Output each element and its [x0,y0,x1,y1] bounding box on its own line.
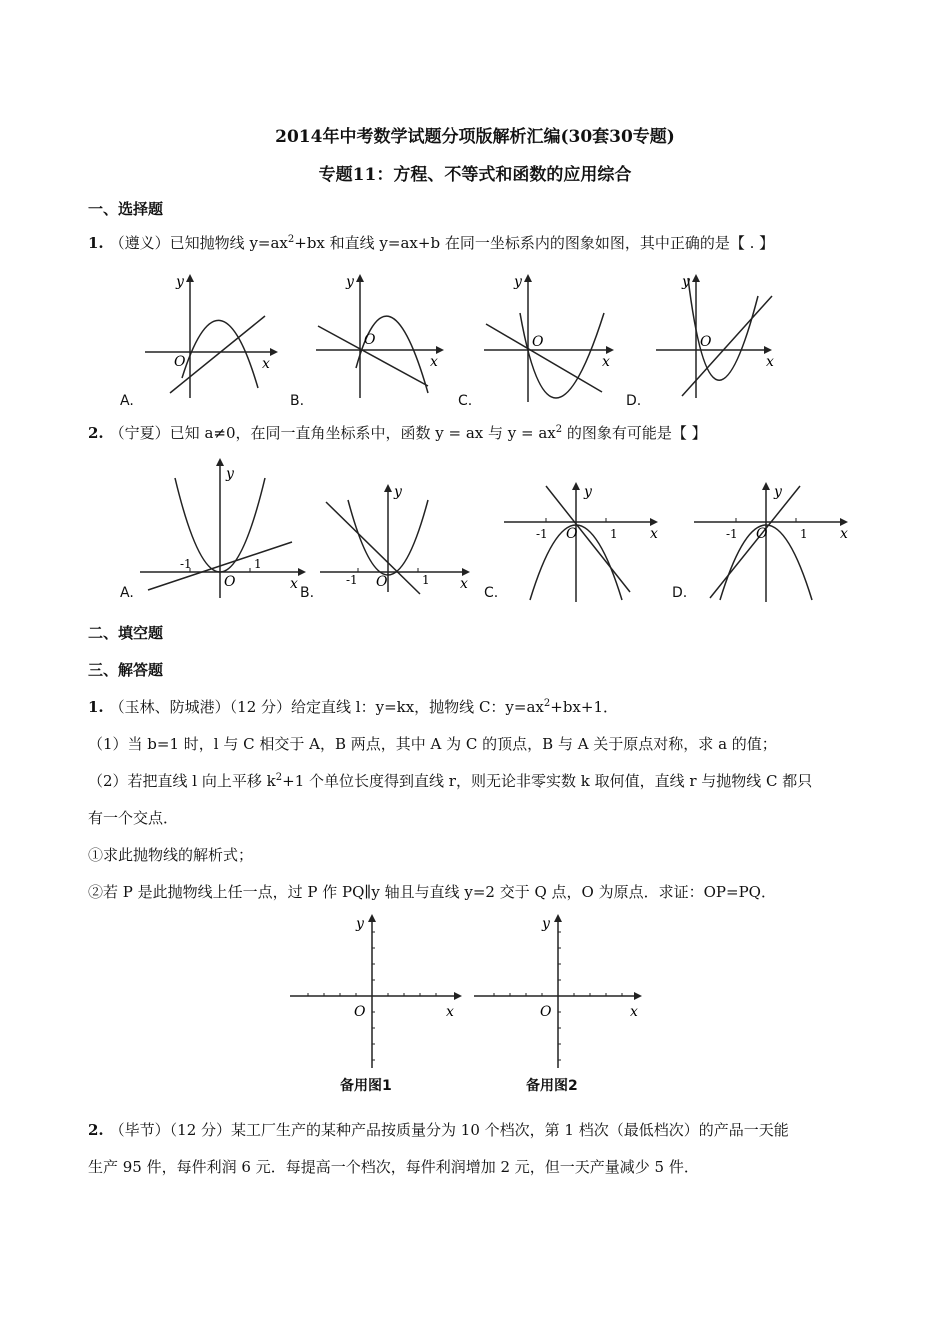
p1-part2-after: +1 个单位长度得到直线 r，则无论非零实数 k 取何值，直线 r 与抛物线 C 都只 [282,772,813,790]
q1-option-d: D. [626,393,642,409]
q2-option-d: D. [672,585,688,601]
q2d-pos1-label: 1 [800,527,808,541]
p2-line1 [88,1119,868,1141]
q2a-origin-label: O [224,574,236,590]
p1-part1: （1）当 b=1 时，l 与 C 相交于 A，B 两点，其中 A 为 C 的顶点，B 与 A 关于原点对称，求 a 的值； [88,735,777,753]
q2-option-a: A. [120,585,134,601]
q2c-neg1-label: -1 [536,527,548,541]
q2c-x-label: x [650,526,658,542]
q1a-origin-label: O [174,354,186,370]
q1b-x-label: x [430,354,438,370]
p1-sub1: ①求此抛物线的解析式； [88,846,254,864]
p1f1-x-label: x [446,1004,454,1020]
section-fill: 二、填空题 [88,624,164,642]
q1-text-before: （遵义）已知抛物线 y=ax [109,234,288,252]
p1-intro-sup: 2 [543,698,551,709]
q2-figure-b [310,480,480,595]
p1-part2 [88,770,868,792]
q2-figure-a [120,456,310,601]
p1-backup-caption-1: 备用图1 [340,1078,392,1094]
q1c-origin-label: O [532,334,544,350]
q2b-x-label: x [460,576,468,592]
q1-figure-c [470,268,650,408]
q1-figure-b [288,268,468,408]
q2b-neg1-label: -1 [346,573,358,587]
p1-backup-figure-1 [288,910,468,1070]
document-title: 2014年中考数学试题分项版解析汇编(30套30专题) [275,127,675,147]
section-answer: 三、解答题 [88,661,164,679]
p1-backup-caption-2: 备用图2 [526,1078,578,1094]
q1-sup: 2 [287,234,295,245]
section-choice: 一、选择题 [88,200,164,218]
p1-part2-sup: 2 [275,772,283,783]
q2d-origin-label: O [756,526,768,542]
q1-option-b: B. [290,393,305,409]
q2a-neg1-label: -1 [180,557,192,571]
q1-option-a: A. [120,393,134,409]
q2-figure-d [690,480,860,605]
p1-number: 1. [88,698,104,716]
p1-intro [88,696,868,718]
p1-sub2: ②若 P 是此抛物线上任一点，过 P 作 PQ∥y 轴且与直线 y=2 交于 Q 点，O 为原点．求证：OP=PQ． [88,883,776,901]
q2-option-b: B. [300,585,315,601]
p2-line1-text: （毕节）（12 分）某工厂生产的某种产品按质量分为 10 个档次，第 1 档次（最低档次）的产品一天能 [109,1121,789,1139]
q2b-pos1-label: 1 [422,573,430,587]
q1a-y-label: y [176,274,184,290]
q2b-origin-label: O [376,574,388,590]
q2c-pos1-label: 1 [610,527,618,541]
q2c-origin-label: O [566,526,578,542]
p1-part2-before: （2）若把直线 l 向上平移 k [88,772,276,790]
q1-text [88,232,868,254]
p1f1-origin-label: O [354,1004,366,1020]
q1b-y-label: y [346,274,354,290]
p1f2-x-label: x [630,1004,638,1020]
q1c-x-label: x [602,354,610,370]
q2-text-before: （宁夏）已知 a≠0，在同一直角坐标系中，函数 y = ax 与 y = ax [109,424,556,442]
q1d-origin-label: O [700,334,712,350]
q2c-y-label: y [584,484,592,500]
q1b-origin-label: O [364,332,376,348]
q1-number: 1. [88,234,104,252]
q1c-y-label: y [514,274,522,290]
q2d-x-label: x [840,526,848,542]
q1-option-c: C. [458,393,473,409]
q2a-x-label: x [290,576,298,592]
q1-figure-d [650,268,830,408]
q2-text [88,422,868,444]
p2-number: 2. [88,1121,104,1139]
q1-figure-a [100,268,280,408]
p1f2-origin-label: O [540,1004,552,1020]
q2-option-c: C. [484,585,499,601]
q1d-x-label: x [766,354,774,370]
q1d-y-label: y [682,274,690,290]
q2-figure-c [500,480,670,605]
q2a-pos1-label: 1 [254,557,262,571]
q1a-x-label: x [262,356,270,372]
p1f1-y-label: y [356,916,364,932]
q2-sup: 2 [555,424,563,435]
q1-text-after: +bx 和直线 y=ax+b 在同一坐标系内的图象如图，其中正确的是【 . 】 [294,234,775,252]
p1-part2-cont: 有一个交点． [88,809,179,827]
p1f2-y-label: y [542,916,550,932]
document-subtitle: 专题11：方程、不等式和函数的应用综合 [318,165,632,185]
q2a-y-label: y [226,466,234,482]
q2b-y-label: y [394,484,402,500]
p1-backup-figure-2 [470,910,650,1070]
q2-text-after: 的图象有可能是【 】 [562,424,707,442]
p1-intro-after: +bx+1． [550,698,619,716]
q2d-y-label: y [774,484,782,500]
q2d-neg1-label: -1 [726,527,738,541]
p1-intro-before: （玉林、防城港）（12 分）给定直线 l：y=kx，抛物线 C：y=ax [109,698,544,716]
q2-number: 2. [88,424,104,442]
p2-line2: 生产 95 件，每件利润 6 元．每提高一个档次，每件利润增加 2 元，但一天产量减少 5 件． [88,1158,699,1176]
